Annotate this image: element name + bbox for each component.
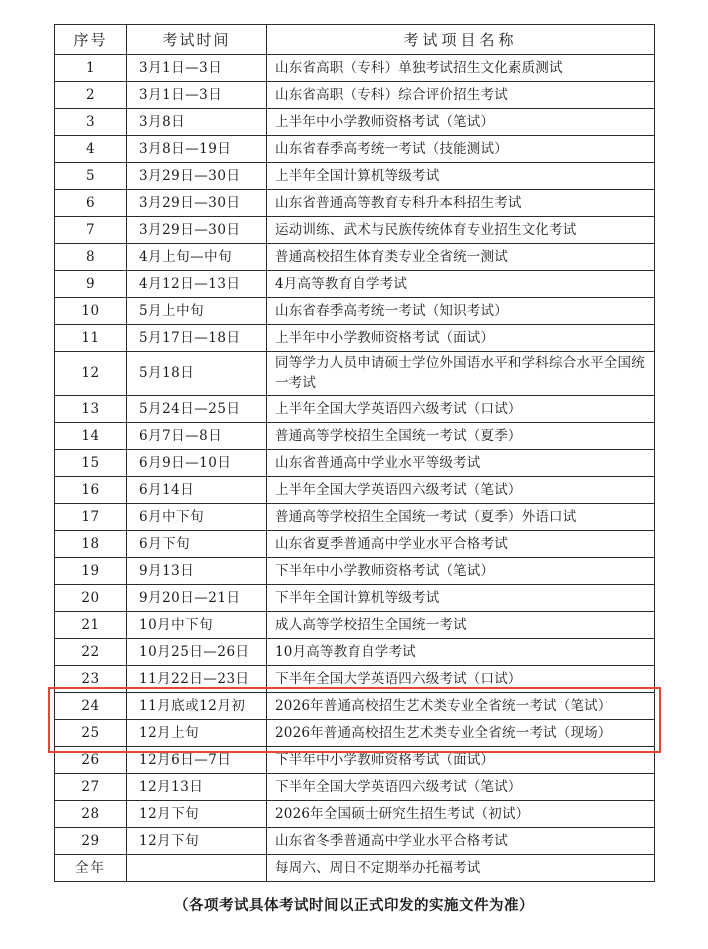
table-row xyxy=(55,325,655,352)
table-row xyxy=(55,298,655,325)
table-row xyxy=(55,217,655,244)
cell-no: 18 xyxy=(55,531,127,558)
cell-no: 7 xyxy=(55,217,127,244)
cell-name: 上半年全国计算机等级考试 xyxy=(267,163,655,190)
cell-time: 10月中下旬 xyxy=(127,612,267,639)
cell-time: 5月18日 xyxy=(127,352,267,396)
table-row xyxy=(55,801,655,828)
cell-no: 20 xyxy=(55,585,127,612)
cell-time: 3月1日—3日 xyxy=(127,55,267,82)
cell-name: 上半年全国大学英语四六级考试（笔试） xyxy=(267,477,655,504)
cell-time: 3月8日 xyxy=(127,109,267,136)
cell-time: 6月下旬 xyxy=(127,531,267,558)
table-row xyxy=(55,747,655,774)
cell-time: 5月上中旬 xyxy=(127,298,267,325)
cell-name: 普通高等学校招生全国统一考试（夏季） xyxy=(267,423,655,450)
cell-time: 5月24日—25日 xyxy=(127,396,267,423)
table-row xyxy=(55,55,655,82)
cell-name: 成人高等学校招生全国统一考试 xyxy=(267,612,655,639)
cell-name: 2026年全国硕士研究生招生考试（初试） xyxy=(267,801,655,828)
cell-time: 6月14日 xyxy=(127,477,267,504)
cell-no: 21 xyxy=(55,612,127,639)
cell-no: 11 xyxy=(55,325,127,352)
cell-no: 14 xyxy=(55,423,127,450)
cell-time: 12月13日 xyxy=(127,774,267,801)
cell-name: 山东省夏季普通高中学业水平合格考试 xyxy=(267,531,655,558)
cell-time: 6月7日—8日 xyxy=(127,423,267,450)
table-row xyxy=(55,504,655,531)
cell-no: 15 xyxy=(55,450,127,477)
table-body xyxy=(55,55,655,882)
footnote: （各项考试具体考试时间以正式印发的实施文件为准） xyxy=(174,897,534,915)
cell-time: 12月下旬 xyxy=(127,828,267,855)
cell-name: 运动训练、武术与民族传统体育专业招生文化考试 xyxy=(267,217,655,244)
table-row xyxy=(55,423,655,450)
table-header xyxy=(55,25,655,55)
cell-no: 3 xyxy=(55,109,127,136)
cell-time: 11月22日—23日 xyxy=(127,666,267,693)
cell-name: 2026年普通高校招生艺术类专业全省统一考试（现场） xyxy=(267,720,655,747)
cell-time: 4月上旬—中旬 xyxy=(127,244,267,271)
cell-name: 下半年全国计算机等级考试 xyxy=(267,585,655,612)
cell-no: 4 xyxy=(55,136,127,163)
table-row xyxy=(55,109,655,136)
cell-time: 12月上旬 xyxy=(127,720,267,747)
cell-time: 12月6日—7日 xyxy=(127,747,267,774)
exam-schedule-table xyxy=(54,24,655,882)
cell-no: 16 xyxy=(55,477,127,504)
table-row xyxy=(55,774,655,801)
cell-no: 12 xyxy=(55,352,127,396)
cell-no: 19 xyxy=(55,558,127,585)
cell-no: 8 xyxy=(55,244,127,271)
cell-name: 山东省普通高中学业水平等级考试 xyxy=(267,450,655,477)
cell-name: 下半年中小学教师资格考试（笔试） xyxy=(267,558,655,585)
cell-time: 4月12日—13日 xyxy=(127,271,267,298)
table-row xyxy=(55,352,655,396)
cell-no: 26 xyxy=(55,747,127,774)
cell-no: 27 xyxy=(55,774,127,801)
cell-time: 6月9日—10日 xyxy=(127,450,267,477)
cell-no: 13 xyxy=(55,396,127,423)
column-header-no: 序号 xyxy=(55,25,127,55)
cell-time: 11月底或12月初 xyxy=(127,693,267,720)
cell-time: 3月8日—19日 xyxy=(127,136,267,163)
cell-name: 普通高校招生体育类专业全省统一测试 xyxy=(267,244,655,271)
cell-time: 3月1日—3日 xyxy=(127,82,267,109)
cell-no: 10 xyxy=(55,298,127,325)
table-row xyxy=(55,396,655,423)
cell-name: 山东省高职（专科）综合评价招生考试 xyxy=(267,82,655,109)
cell-no: 17 xyxy=(55,504,127,531)
cell-no: 6 xyxy=(55,190,127,217)
cell-no: 29 xyxy=(55,828,127,855)
cell-time: 5月17日—18日 xyxy=(127,325,267,352)
cell-name: 上半年全国大学英语四六级考试（口试） xyxy=(267,396,655,423)
cell-no: 9 xyxy=(55,271,127,298)
table-row xyxy=(55,612,655,639)
column-header-time: 考试时间 xyxy=(127,25,267,55)
table-row xyxy=(55,531,655,558)
cell-name: 下半年全国大学英语四六级考试（口试） xyxy=(267,666,655,693)
cell-no: 1 xyxy=(55,55,127,82)
cell-name: 山东省春季高考统一考试（知识考试） xyxy=(267,298,655,325)
cell-no: 2 xyxy=(55,82,127,109)
cell-no: 全年 xyxy=(55,855,127,882)
cell-name: 上半年中小学教师资格考试（面试） xyxy=(267,325,655,352)
cell-no: 28 xyxy=(55,801,127,828)
table-row xyxy=(55,244,655,271)
cell-name: 同等学力人员申请硕士学位外国语水平和学科综合水平全国统一考试 xyxy=(267,352,655,396)
cell-name: 山东省春季高考统一考试（技能测试） xyxy=(267,136,655,163)
column-header-name: 考试项目名称 xyxy=(267,25,655,55)
table-row xyxy=(55,477,655,504)
table-row xyxy=(55,720,655,747)
cell-name: 普通高等学校招生全国统一考试（夏季）外语口试 xyxy=(267,504,655,531)
cell-time: 10月25日—26日 xyxy=(127,639,267,666)
cell-time: 3月29日—30日 xyxy=(127,190,267,217)
table-row xyxy=(55,639,655,666)
cell-time: 6月中下旬 xyxy=(127,504,267,531)
cell-name: 10月高等教育自学考试 xyxy=(267,639,655,666)
cell-time: 9月20日—21日 xyxy=(127,585,267,612)
cell-no: 24 xyxy=(55,693,127,720)
cell-no: 5 xyxy=(55,163,127,190)
cell-name: 2026年普通高校招生艺术类专业全省统一考试（笔试） xyxy=(267,693,655,720)
table-row xyxy=(55,82,655,109)
cell-name: 上半年中小学教师资格考试（笔试） xyxy=(267,109,655,136)
cell-name: 下半年全国大学英语四六级考试（笔试） xyxy=(267,774,655,801)
table-row xyxy=(55,163,655,190)
table-row xyxy=(55,693,655,720)
table-row xyxy=(55,190,655,217)
cell-time: 3月29日—30日 xyxy=(127,217,267,244)
cell-time: 3月29日—30日 xyxy=(127,163,267,190)
cell-time xyxy=(127,855,267,882)
table-row xyxy=(55,450,655,477)
cell-no: 23 xyxy=(55,666,127,693)
cell-no: 22 xyxy=(55,639,127,666)
cell-no: 25 xyxy=(55,720,127,747)
cell-name: 4月高等教育自学考试 xyxy=(267,271,655,298)
table-row xyxy=(55,855,655,882)
cell-name: 山东省高职（专科）单独考试招生文化素质测试 xyxy=(267,55,655,82)
table-row xyxy=(55,585,655,612)
cell-name: 山东省普通高等教育专科升本科招生考试 xyxy=(267,190,655,217)
table-row xyxy=(55,271,655,298)
cell-name: 每周六、周日不定期举办托福考试 xyxy=(267,855,655,882)
cell-time: 12月下旬 xyxy=(127,801,267,828)
table-row xyxy=(55,666,655,693)
table-row xyxy=(55,558,655,585)
table-row xyxy=(55,828,655,855)
table-row xyxy=(55,136,655,163)
cell-name: 山东省冬季普通高中学业水平合格考试 xyxy=(267,828,655,855)
table-header-row xyxy=(55,25,655,55)
cell-time: 9月13日 xyxy=(127,558,267,585)
cell-name: 下半年中小学教师资格考试（面试） xyxy=(267,747,655,774)
